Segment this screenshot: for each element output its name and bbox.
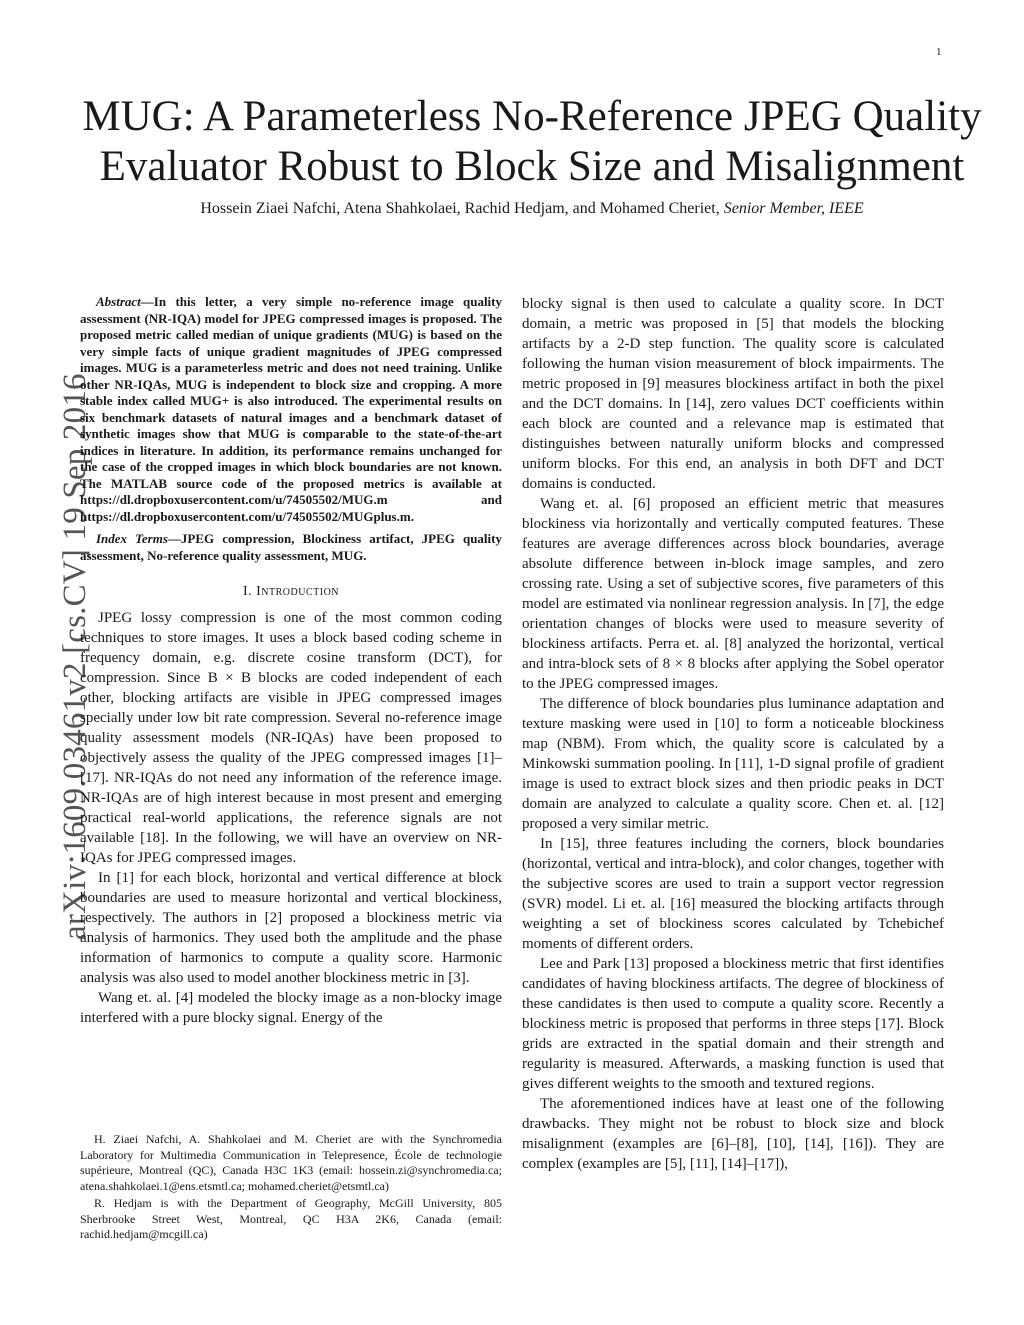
index-terms-text: JPEG compression, Blockiness artifact, JPEG quality assessment, No-reference quality assessment, MUG.	[80, 531, 502, 563]
left-column	[80, 294, 502, 1028]
left-paragraph-3: Wang et. al. [4] modeled the blocky image as a non-blocky image interfered with a pure blocky signal. Energy of the	[80, 990, 502, 1026]
footnotes	[80, 1132, 502, 1245]
section-title: Introduction	[256, 584, 340, 599]
left-paragraph-2: In [1] for each block, horizontal and vertical difference at block boundaries are used to measure horizontal and vertical blockiness, respectively. The authors in [2] proposed a blockiness metric via analysis of harmonics. They used both the amplitude and the phase information of harmonics to compute a quality score. Harmonic analysis was also used to model another blockiness metric in [3].	[80, 870, 502, 986]
right-column	[522, 294, 944, 1174]
footnote-2: R. Hedjam is with the Department of Geography, McGill University, 805 Sherbrooke Street West, Montreal, QC H3A 2K6, Canada (email: rachid.hedjam@mcgill.ca)	[80, 1196, 502, 1241]
arxiv-stamp: arXiv:1609.03461v2 [cs.CV] 19 Sep 2016	[57, 373, 93, 940]
index-terms	[80, 531, 502, 564]
author-list	[60, 200, 1004, 218]
index-terms-lead: Index Terms—	[96, 531, 181, 546]
section-heading	[80, 584, 502, 600]
right-paragraph-3: The difference of block boundaries plus luminance adaptation and texture masking were used in [10] to form a noticeable blockiness map (NBM). From which, the quality score is calculated by a Minkowski summation pooling. In [11], 1-D signal profile of gradient image is used to extract block sizes and then priodic peaks in DCT domain are analyzed to calculate a quality score. Chen et. al. [12] proposed a very similar metric.	[522, 696, 944, 832]
footnote-1: H. Ziaei Nafchi, A. Shahkolaei and M. Cheriet are with the Synchromedia Laboratory for Multimedia Communication in Telepresence, École de technologie supérieure, Montreal (QC), Canada H3C 1K3 (email: hossein.zi@synchromedia.ca; atena.shahkolaei.1@ens.etsmtl.ca; mohamed.cheriet@etsmtl.ca)	[80, 1132, 502, 1193]
right-paragraph-1: blocky signal is then used to calculate a quality score. In DCT domain, a metric was proposed in [5] that models the blocking artifacts by a 2-D step function. The quality score is calculated following the human vision measurement of block impairments. The metric proposed in [9] measures blockiness artifact in both the pixel and the DCT domains. In [14], zero values DCT coefficients within each block are counted and a relevance map is estimated that distinguishes between naturally uniform blocks and compressed uniform blocks. For this end, an analysis in both DFT and DCT domains is conducted.	[522, 296, 944, 492]
authors-names: Hossein Ziaei Nafchi, Atena Shahkolaei, Rachid Hedjam, and Mohamed Cheriet,	[200, 200, 720, 217]
right-paragraph-6: The aforementioned indices have at least one of the following drawbacks. They might not be robust to block size and block misalignment (examples are [6]–[8], [10], [14], [16]). They are complex (examples are [5], [11], [14]–[17]),	[522, 1096, 944, 1172]
title-line-1: MUG: A Parameterless No-Reference JPEG Quality	[82, 93, 982, 140]
right-paragraph-4: In [15], three features including the corners, block boundaries (horizontal, vertical and intra-block), and color changes, together with the subjective scores are used to train a support vector regression (SVR) model. Li et. al. [16] measured the blocking artifacts through weighting a set of blockiness scores calculated by Tchebichef moments of different orders.	[522, 836, 944, 952]
right-paragraph-5: Lee and Park [13] proposed a blockiness metric that first identifies candidates of having blockiness artifacts. The degree of blockiness of these candidates is then used to compute a quality score. Recently a blockiness metric is proposed that performs in three steps [17]. Block grids are extracted in the spatial domain and their strength and regularity is measured. Afterwards, a masking function is used that gives different weights to the smooth and textured regions.	[522, 956, 944, 1092]
paper-title	[60, 92, 1004, 192]
page-number: 1	[936, 46, 942, 58]
abstract-text: In this letter, a very simple no-reference image quality assessment (NR-IQA) model for JPEG compressed images is proposed. The proposed metric called median of unique gradients (MUG) is based on the very simple facts of unique gradient magnitudes of JPEG compressed images. MUG is a parameterless metric and does not need training. Unlike other NR-IQAs, MUG is independent to block size and cropping. A more stable index called MUG+ is also introduced. The experimental results on six benchmark datasets of natural images and a benchmark dataset of synthetic images show that MUG is comparable to the state-of-the-art indices in literature. In addition, its performance remains unchanged for the case of the cropped images in which block boundaries are not known. The MATLAB source code of the proposed metrics is available at https://dl.dropboxusercontent.com/u/74505502/MUG.m and https://dl.dropboxusercontent.com/u/74505502/MUGplus.m.	[80, 294, 502, 524]
left-paragraph-1: JPEG lossy compression is one of the most common coding techniques to store images. It uses a block based coding scheme in frequency domain, e.g. discrete cosine transform (DCT), for compression. Since B × B blocks are coded independent of each other, blocking artifacts are visible in JPEG compressed images specially under low bit rate compression. Several no-reference image quality assessment models (NR-IQAs) have been proposed to objectively assess the quality of the JPEG compressed images [1]–[17]. NR-IQAs do not need any information of the reference image. NR-IQAs are of high interest because in most present and emerging practical real-world applications, the reference signals are not available [18]. In the following, we will have an overview on NR-IQAs for JPEG compressed images.	[80, 610, 502, 866]
abstract	[80, 294, 502, 525]
right-paragraph-2: Wang et. al. [6] proposed an efficient metric that measures blockiness via horizontally and vertically computed features. These features are average differences across block boundaries, average absolute difference between in-block image samples, and zero crossing rate. Using a set of subjective scores, five parameters of this model are estimated via nonlinear regression analysis. In [7], the edge orientation changes of blocks were used to measure severity of blockiness artifacts. Perra et. al. [8] analyzed the horizontal, vertical and intra-block sets of 8 × 8 blocks after applying the Sobel operator to the JPEG compressed images.	[522, 496, 944, 692]
section-numeral: I.	[242, 584, 253, 599]
abstract-lead: Abstract—	[96, 294, 154, 309]
title-line-2: Evaluator Robust to Block Size and Misalignment	[99, 143, 965, 190]
authors-suffix: Senior Member, IEEE	[723, 200, 864, 217]
